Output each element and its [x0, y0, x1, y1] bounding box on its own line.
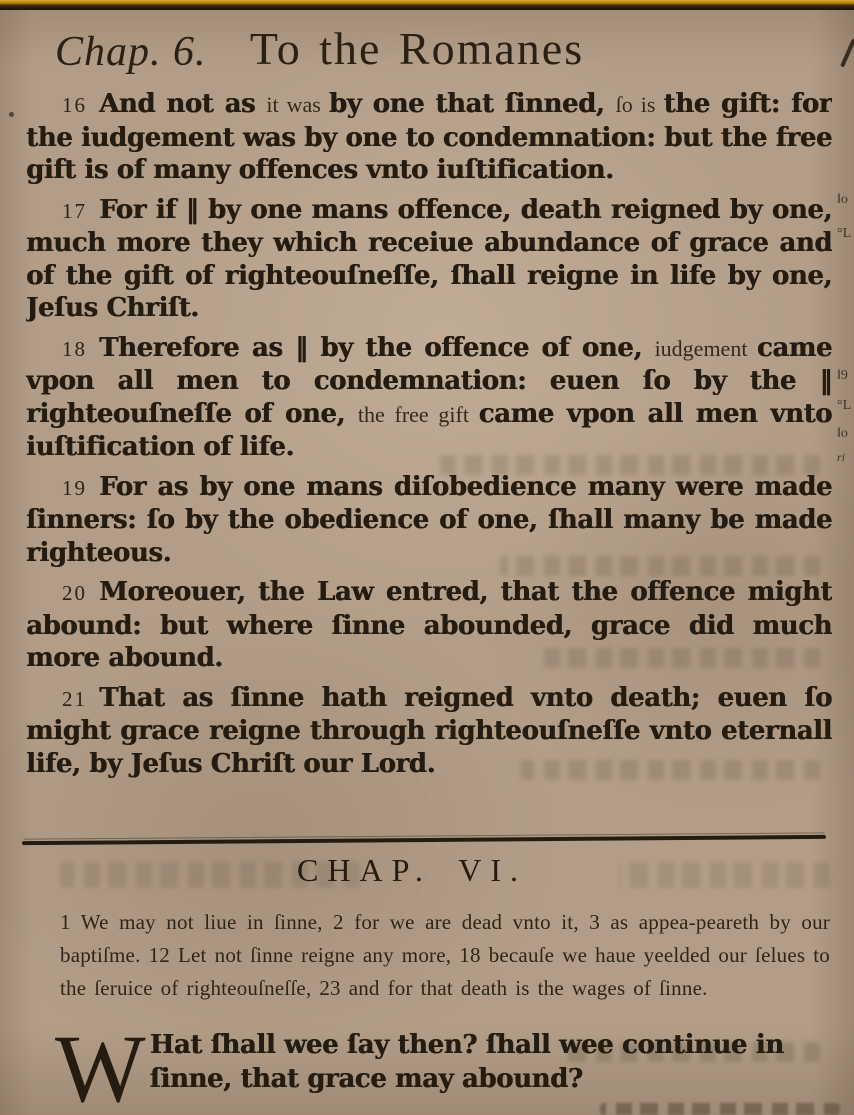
verse-text: by one that ſinned, [328, 89, 616, 119]
verse-number: 19 [62, 475, 87, 500]
verse-text: the gift: for the iudgement was by one to condemnation: but the free gift is of many offences vnto iuſtification. [26, 89, 832, 185]
supplied-word-roman: ſo is [615, 92, 664, 117]
verse-number: 20 [62, 581, 87, 605]
margin-note-fragment: ri [837, 450, 846, 464]
verse-number: 17 [62, 198, 87, 223]
chapter-heading: CHAP. VI. [297, 852, 527, 888]
verse-18 [26, 332, 832, 464]
chapter-summary: 1 We may not liue in ſinne, 2 for we are dead vnto it, 3 as appea-peareth by our baptiſme. 12 Let not ſinne reigne any more, 18 becauſe we haue yeelded our ſelues to the ſeruice of righteouſneſſe, 23 and for that death is the wages of ſinne. [60, 910, 830, 1000]
bleed-through-ghost [500, 556, 820, 576]
verse-text: For as by one mans diſobedience many were made ſinners: ſo by the obedience of one, ſhall many be made righteous. [26, 471, 832, 568]
bleed-through-ghost [430, 455, 820, 475]
bleed-through-ghost [540, 648, 820, 668]
verse-text: came vpon all men vnto iuſtification of life. [26, 398, 832, 462]
verse-16 [26, 88, 832, 187]
verse-19 [26, 471, 832, 570]
margin-note-fragment: ‖9 [837, 368, 848, 383]
drop-cap-initial: W [55, 1028, 140, 1115]
margin-notes-column [836, 0, 854, 1115]
running-head-chapter-label: Chap. 6. [55, 29, 207, 75]
verse-text: came vpon all men to condemnation: euen ſo by the ‖ righteouſneſſe of one, [26, 332, 832, 429]
verse-number: 21 [62, 686, 87, 711]
supplied-word-roman: iudgement [654, 335, 757, 361]
gilded-book-edge [0, 0, 854, 10]
margin-note-fragment: °L [837, 398, 852, 413]
verse-number: 16 [62, 93, 87, 117]
verse-text: Therefore as ‖ by the offence of one, [99, 332, 655, 363]
verse-number: 18 [62, 336, 87, 361]
verse-text: That as ſinne hath reigned vnto death; euen ſo might grace reigne through righteouſneſſe vnto eternall life, by Jeſus Chriſt our Lord. [26, 682, 832, 779]
verse-text: For if ‖ by one mans offence, death reigned by one, much more they which receiue abundance of grace and of the gift of righteouſneſſe, ſhall reigne in life by one, Jeſus Chriſt. [26, 194, 832, 323]
opening-verse-text: Hat ſhall wee ſay then? ſhall wee continue in ſinne, that grace may abound? [149, 1030, 784, 1094]
section-divider-rule [22, 835, 826, 845]
chapter-opening-verse [55, 1028, 833, 1115]
margin-note-fragment: °L [837, 226, 852, 241]
verse-17 [26, 194, 832, 325]
supplied-word-roman: it was [266, 92, 329, 117]
running-head [0, 20, 854, 82]
supplied-word-roman: the free gift [357, 401, 479, 427]
verse-text: Moreouer, the Law entred, that the offence might abound: but where ſinne abounded, grace did much more abound. [26, 577, 832, 673]
verse-text: And not as [99, 89, 267, 119]
stray-ink-dot [9, 112, 14, 117]
margin-note-fragment: ‖o [837, 192, 848, 207]
running-head-book-title: To the Romanes [249, 23, 585, 74]
margin-note-fragment: ‖o [837, 426, 848, 441]
bleed-through-ghost [520, 760, 820, 780]
